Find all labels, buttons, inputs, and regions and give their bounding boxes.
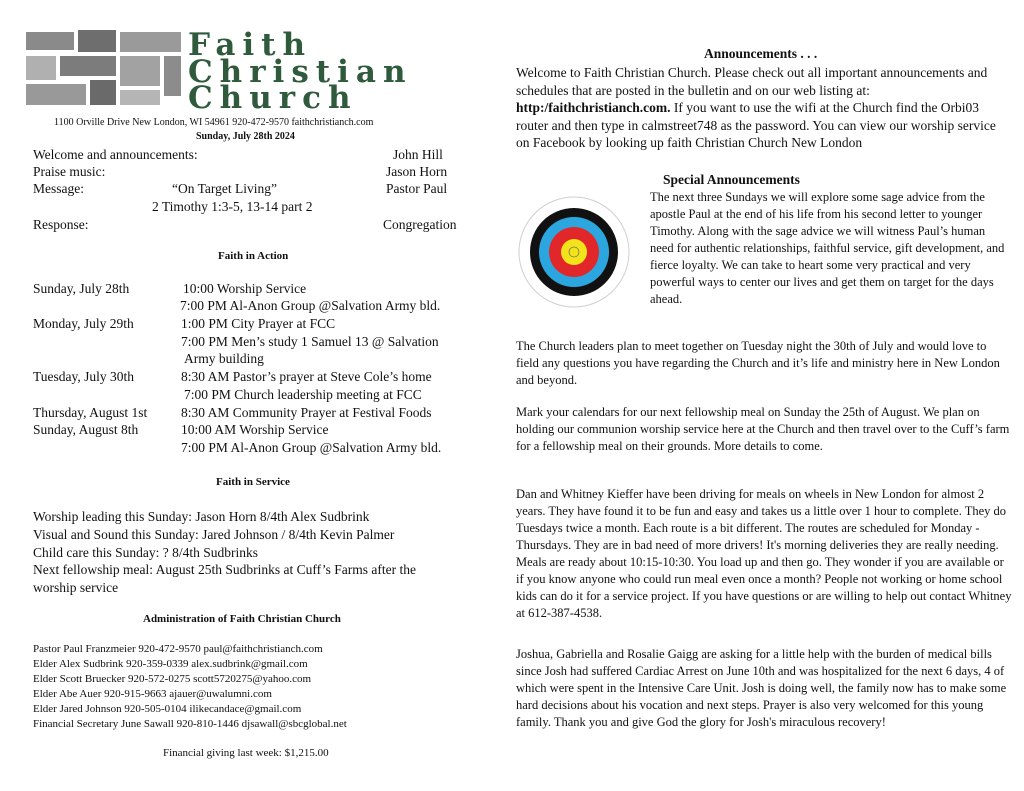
financial-giving: Financial giving last week: $1,215.00 xyxy=(163,747,329,759)
contact-line: Elder Scott Bruecker 920-572-0275 scott5720275@yahoo.com xyxy=(33,673,312,685)
contact-line: Elder Alex Sudbrink 920-359-0339 alex.sudbrink@gmail.com xyxy=(33,658,308,670)
response-label: Response: xyxy=(33,217,89,232)
faith-in-action-heading: Faith in Action xyxy=(218,250,289,262)
schedule-event: 7:00 PM Al-Anon Group @Salvation Army bld. xyxy=(181,440,442,455)
announcement-paragraph: Joshua, Gabriella and Rosalie Gaigg are asking for a little help with the burden of medical bills since Josh had suffered Cardiac Arrest on June 10th and was hospitalized for the next 6 days, 4 of which were spent in the Intensive Care Unit. Josh is doing well, the family now has to make some hard decisions about his vocation and next steps. Prayer is also very welcomed for this young family. Thank you and give God the glory for Josh's miraculous recovery! xyxy=(516,647,1007,729)
service-line: Worship leading this Sunday: Jason Horn 8/4th Alex Sudbrink xyxy=(33,509,370,524)
church-address: 1100 Orville Drive New London, WI 54961 920-472-9570 faithchristianch.com xyxy=(54,117,374,128)
message-scripture: 2 Timothy 1:3-5, 13-14 part 2 xyxy=(152,199,313,214)
service-line: Next fellowship meal: August 25th Sudbrinks at Cuff’s Farms after the xyxy=(33,562,416,577)
announcements-heading: Announcements . . . xyxy=(704,46,818,61)
schedule-event: 10:00 Worship Service xyxy=(183,281,307,296)
archery-target-image xyxy=(515,196,633,308)
welcome-name: John Hill xyxy=(393,147,443,162)
special-announcements-heading: Special Announcements xyxy=(663,172,800,187)
schedule-event: 10:00 AM Worship Service xyxy=(181,422,329,437)
message-title: “On Target Living” xyxy=(172,181,278,196)
administration-heading: Administration of Faith Christian Church xyxy=(143,613,341,625)
schedule-event: 1:00 PM City Prayer at FCC xyxy=(181,316,336,331)
bulletin-date: Sunday, July 28th 2024 xyxy=(196,131,295,142)
schedule-event: 7:00 PM Church leadership meeting at FCC xyxy=(184,387,422,402)
message-name: Pastor Paul xyxy=(386,181,448,196)
welcome-intro: Welcome to Faith Christian Church. Please check out all important announcements and schedules that are posted in the bulletin and on our web listing at: http:/faithchristianch.com. If you want to use the wifi at the Church find the Orbi03 router and then type in calmstreet748 as the password. You can view our worship service on Facebook by looking up faith Christian Church New London xyxy=(516,65,996,150)
special-announcement-text: The next three Sundays we will explore some sage advice from the apostle Paul at the end of his life from his second letter to younger Timothy. Along with the sage advice we will witness Paul’s human need for authentic relationships, faithful service, gift development, and fierce loyalty. We can take to heart some very practical and very powerful ways to center our lives and get them on target for the days ahead. xyxy=(650,190,1005,306)
announcement-paragraph: Mark your calendars for our next fellowship meal on Sunday the 25th of August. We plan on holding our communion worship service here at the Church and then travel over to the Cuff’s farm for a fellowship meal on their grounds. More details to come. xyxy=(516,405,1010,453)
schedule-event: 8:30 AM Pastor’s prayer at Steve Cole’s home xyxy=(181,369,432,384)
schedule-date: Thursday, August 1st xyxy=(33,405,148,420)
service-line: Child care this Sunday: ? 8/4th Sudbrinks xyxy=(33,545,258,560)
logo-word-faith: Faith xyxy=(188,27,313,63)
praise-label: Praise music: xyxy=(33,164,106,179)
schedule-date: Sunday, July 28th xyxy=(33,281,130,296)
website-link[interactable]: http:/faithchristianch.com. xyxy=(516,100,671,115)
faith-in-service-heading: Faith in Service xyxy=(216,476,290,488)
welcome-label: Welcome and announcements: xyxy=(33,147,198,162)
logo-word-christian: Christian xyxy=(188,54,413,90)
response-name: Congregation xyxy=(383,217,457,232)
message-label: Message: xyxy=(33,181,84,196)
schedule-date: Monday, July 29th xyxy=(33,316,134,331)
logo-word-church: Church xyxy=(188,80,358,116)
schedule-date: Sunday, August 8th xyxy=(33,422,139,437)
contact-line: Elder Abe Auer 920-915-9663 ajauer@uwalumni.com xyxy=(33,688,272,700)
announcement-paragraph: The Church leaders plan to meet together on Tuesday night the 30th of July and would love to field any questions you have regarding the Church and it’s life and ministry here in New London and beyond. xyxy=(516,339,1000,387)
church-logo-graphic xyxy=(26,30,181,105)
schedule-event: 7:00 PM Men’s study 1 Samuel 13 @ Salvation xyxy=(181,334,439,349)
service-line: Visual and Sound this Sunday: Jared Johnson / 8/4th Kevin Palmer xyxy=(33,527,395,542)
service-line: worship service xyxy=(33,580,119,595)
announcement-paragraph: Dan and Whitney Kieffer have been driving for meals on wheels in New London for almost 2 years. They have found it to be fun and easy and takes us a little over 1 hour to complete. They do Tuesdays twice a month. Each route is a bit different. The routes are scheduled for Monday - Thursdays. They are in bad need of more drivers! It's morning deliveries they are really needing. Meals are ready about 10:15-10:30. You load up and then go. They wonder if you are available or if you know anyone who could run meal even once a month? People not working or home school kids can do it for a service project. If you have questions or are willing to help out contact Whitney at 612-387-4538. xyxy=(516,487,1012,620)
schedule-event: 8:30 AM Community Prayer at Festival Foods xyxy=(181,405,432,420)
praise-name: Jason Horn xyxy=(386,164,448,179)
contact-line: Financial Secretary June Sawall 920-810-1446 djsawall@sbcglobal.net xyxy=(33,718,347,730)
schedule-date: Tuesday, July 30th xyxy=(33,369,135,384)
schedule-event: Army building xyxy=(184,351,264,366)
schedule-event: 7:00 PM Al-Anon Group @Salvation Army bld. xyxy=(180,298,441,313)
contact-line: Pastor Paul Franzmeier 920-472-9570 paul@faithchristianch.com xyxy=(33,643,323,655)
contact-line: Elder Jared Johnson 920-505-0104 ilikecandace@gmail.com xyxy=(33,703,302,715)
